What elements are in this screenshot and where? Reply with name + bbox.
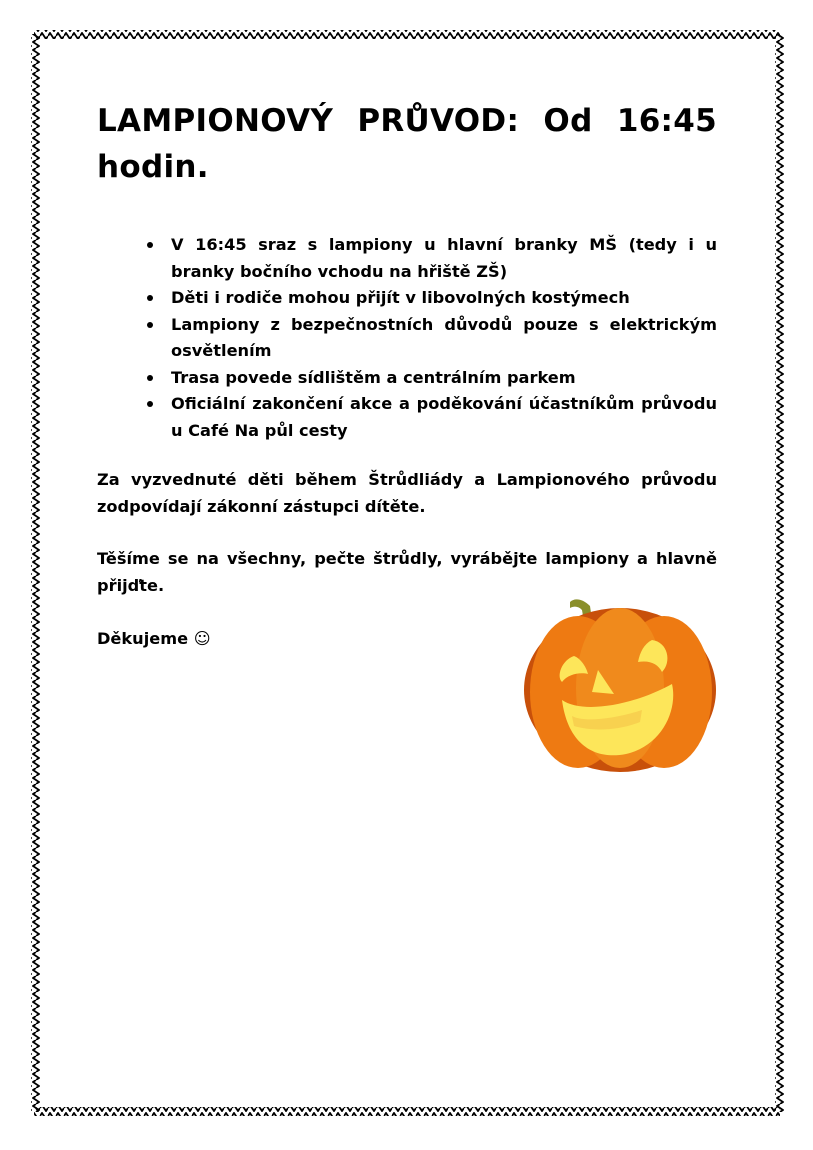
list-item-text: Oficiální zakončení akce a poděkování účastníkům průvodu u Café Na půl cesty bbox=[171, 394, 717, 440]
pickup-responsibility-paragraph: Za vyzvednuté děti během Štrůdliády a Lampionového průvodu zodpovídají zákonní zástupci dítěte. bbox=[97, 470, 717, 516]
list-item bbox=[171, 391, 717, 444]
list-item-text: Trasa povede sídlištěm a centrálním parkem bbox=[171, 367, 576, 387]
list-item bbox=[171, 365, 717, 392]
bullet-icon bbox=[147, 242, 153, 248]
list-item-text: Děti i rodiče mohou přijít v libovolných kostýmech bbox=[171, 288, 630, 307]
closing-thanks: Děkujeme ☺ bbox=[97, 629, 211, 648]
bullet-icon bbox=[147, 375, 153, 381]
invitation-paragraph: Těšíme se na všechny, pečte štrůdly, vyrábějte lampiony a hlavně přijďte. bbox=[97, 549, 717, 595]
list-item-text: V 16:45 sraz s lampiony u hlavní branky MŠ (tedy i u branky bočního vchodu na hřiště ZŠ) bbox=[171, 235, 717, 281]
page-title: LAMPIONOVÝ PRŮVOD: Od 16:45 hodin. bbox=[97, 103, 717, 185]
list-item bbox=[171, 232, 717, 285]
info-list bbox=[97, 232, 717, 444]
bullet-icon bbox=[147, 401, 153, 407]
list-item bbox=[171, 312, 717, 365]
bullet-icon bbox=[147, 322, 153, 328]
list-item-text: Lampiony z bezpečnostních důvodů pouze s elektrickým osvětlením bbox=[171, 314, 717, 360]
jack-o-lantern-icon bbox=[522, 588, 722, 778]
list-item bbox=[171, 285, 717, 312]
bullet-icon bbox=[147, 295, 153, 301]
document-body bbox=[97, 98, 717, 653]
